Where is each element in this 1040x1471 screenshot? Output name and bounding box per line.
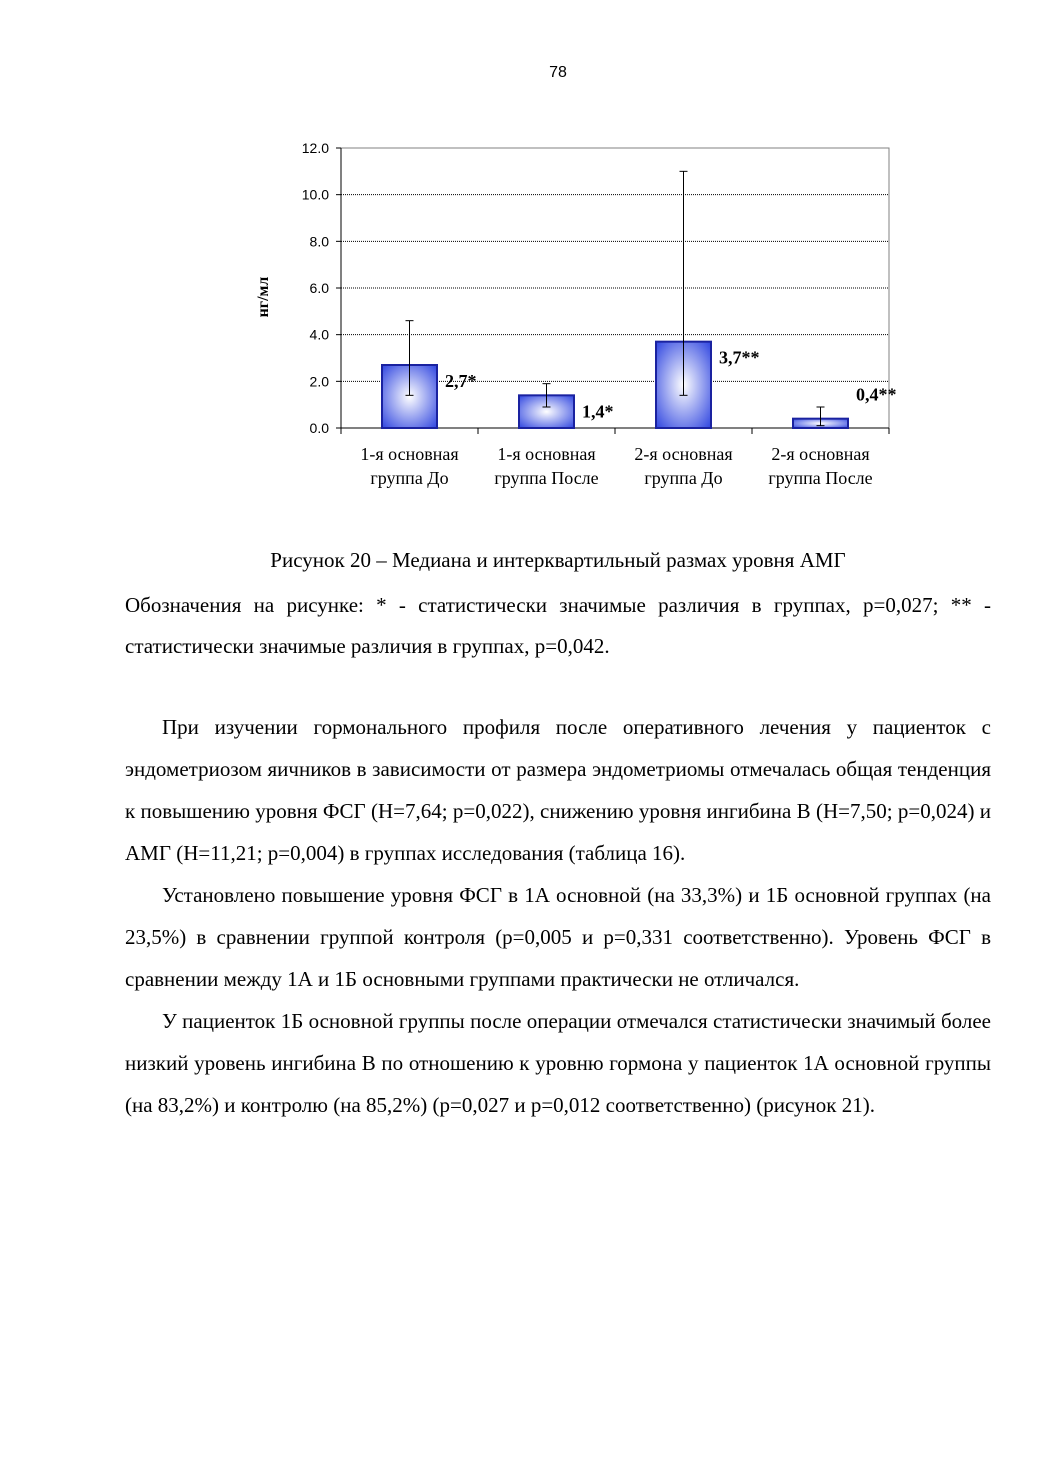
paragraph: При изучении гормонального профиля после оперативного лечения у пациенток с эндометриозом яичников в зависимости от размера эндометриомы отмечалась общая тенденция к повышению уровня ФСГ (Н=7,64; р=0,022), снижению уровня ингибина В (Н=7,50; р=0,024) и АМГ (Н=11,21; р=0,004) в группах исследования (таблица 16).	[125, 715, 991, 865]
x-tick-label: 2-я основная	[634, 444, 733, 464]
x-tick-label: группа До	[644, 468, 723, 488]
y-tick-label: 12.0	[301, 140, 329, 156]
y-tick-label: 4.0	[309, 326, 329, 343]
data-label: 2,7*	[445, 371, 477, 391]
x-tick-label: группа После	[494, 468, 599, 488]
body-text	[125, 706, 991, 1126]
y-tick-label: 6.0	[309, 280, 329, 296]
y-axis-label: нг/мл	[255, 276, 272, 318]
page-number: 78	[549, 64, 567, 81]
figure-caption: Рисунок 20 – Медиана и интерквартильный размах уровня АМГ	[270, 548, 846, 572]
y-tick-label: 8.0	[309, 233, 329, 250]
x-tick-label: 1-я основная	[497, 444, 596, 464]
data-label: 1,4*	[582, 401, 614, 422]
x-tick-label: 2-я основная	[771, 444, 870, 464]
figure-notes: Обозначения на рисунке: * - статистически значимые различия в группах, р=0,027; ** - статистически значимые различия в группах, р=0,042.	[125, 593, 991, 658]
bar-chart	[0, 0, 1040, 520]
x-tick-label: 1-я основная	[360, 444, 459, 464]
y-tick-label: 2.0	[309, 373, 329, 390]
paragraph: Установлено повышение уровня ФСГ в 1А основной (на 33,3%) и 1Б основной группах (на 23,5%) в сравнении группой контроля (р=0,005 и р=0,331 соответственно). Уровень ФСГ в сравнении между 1А и 1Б основными группами практически не отличался.	[125, 883, 991, 991]
x-tick-label: группа До	[370, 468, 449, 488]
y-tick-label: 0.0	[309, 420, 329, 436]
chart-tick-labels	[302, 140, 873, 488]
chart-gridlines	[341, 148, 889, 381]
data-label: 3,7**	[719, 347, 760, 368]
paragraph: У пациенток 1Б основной группы после операции отмечался статистически значимый более низкий уровень ингибина В по отношению к уровню гормона у пациенток 1А основной группы (на 83,2%) и контролю (на 85,2%) (р=0,027 и р=0,012 соответственно) (рисунок 21).	[125, 1009, 991, 1117]
data-label: 0,4**	[856, 384, 897, 405]
x-tick-label: группа После	[768, 468, 873, 488]
y-tick-label: 10.0	[301, 186, 329, 203]
